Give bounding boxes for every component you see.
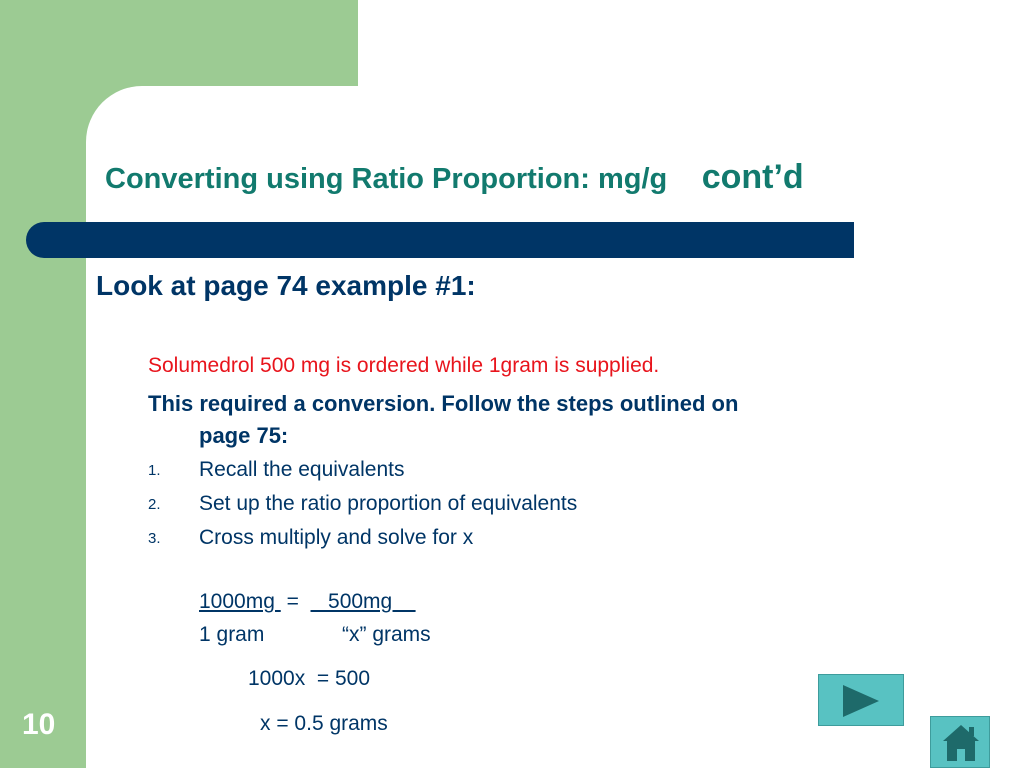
step-number: 3.: [148, 530, 161, 547]
play-arrow-icon: [819, 675, 905, 727]
step-label: Cross multiply and solve for x: [199, 526, 474, 549]
ordered-line: Solumedrol 500 mg is ordered while 1gram is supplied.: [148, 354, 660, 377]
slide-number: 10: [22, 708, 56, 741]
title-main: Converting using Ratio Proportion: mg/g: [105, 163, 668, 195]
slide-title: [105, 158, 804, 197]
equation-solution: x = 0.5 grams: [260, 712, 388, 735]
title-divider-bar: [26, 222, 854, 258]
conversion-line-1: This required a conversion. Follow the steps outlined on: [148, 391, 739, 416]
section-heading: Look at page 74 example #1:: [96, 270, 476, 301]
step-label: Recall the equivalents: [199, 458, 405, 481]
step-number: 2.: [148, 496, 161, 513]
title-continued: cont’d: [701, 158, 804, 196]
next-slide-button[interactable]: [818, 674, 904, 726]
ratio-equals: =: [280, 590, 311, 613]
equation-cross-multiply: 1000x = 500: [248, 667, 371, 690]
conversion-line-2: page 75:: [199, 423, 289, 448]
ratio-denominator-right: “x” grams: [342, 623, 431, 646]
step-number: 1.: [148, 462, 161, 479]
step-label: Set up the ratio proportion of equivalents: [199, 492, 578, 515]
home-button[interactable]: [930, 716, 990, 768]
ratio-numerator-row: [199, 589, 416, 615]
panel-top-strip: [358, 0, 1024, 86]
ratio-numerator-right: 500mg: [310, 590, 416, 613]
home-icon: [931, 717, 991, 768]
ratio-denominator-left: 1 gram: [199, 623, 265, 646]
ratio-numerator-left: 1000mg: [199, 590, 281, 613]
